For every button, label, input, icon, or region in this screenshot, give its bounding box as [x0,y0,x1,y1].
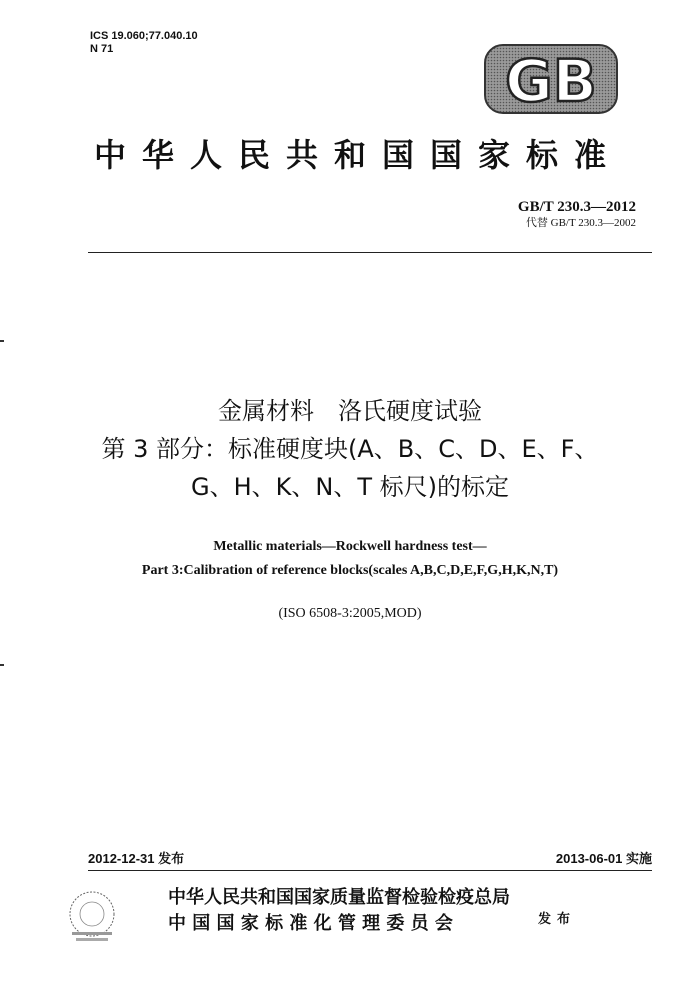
gb-logo-text: GB [505,47,597,114]
en-title-line1: Metallic materials—Rockwell hardness test— [213,539,487,554]
ics-code: ICS 19.060;77.040.10 [90,30,198,42]
issuer-org-1: 中华人民共和国国家质量监督检验检疫总局 [168,887,510,908]
standard-number: GB/T 230.3—2012 [517,199,636,215]
en-title-line2: Part 3:Calibration of reference blocks(scales A,B,C,D,E,F,G,H,K,N,T) [141,563,559,578]
cn-title-line3: G、H、K、N、T 标尺)的标定 [191,473,509,501]
cn-title-line2: 第 3 部分：标准硬度块(A、B、C、D、E、F、 [101,435,599,463]
standard-number-block [518,198,636,230]
implementation-date: 2013-06-01 实施 [555,851,652,866]
margin-mark [0,340,4,342]
issuer-org-2: 中 国 国 家 标 准 化 管 理 委 员 会 [168,913,453,934]
gb-logo [484,44,618,114]
replaced-standard: 代替 GB/T 230.3—2002 [525,217,636,229]
margin-mark [0,664,4,666]
footer-rule [88,870,652,871]
ccs-code: N 71 [90,43,114,55]
cn-title-line1: 金属材料 洛氏硬度试验 [218,397,482,425]
iso-reference: (ISO 6508-3:2005,MOD) [278,606,422,621]
anti-counterfeit-stamp [62,888,122,944]
publish-label: 发布 [538,912,577,927]
standard-title: 中华人民共和国国家标准 [93,136,622,174]
classification-codes [90,30,198,56]
header-rule [88,252,652,253]
issue-date: 2012-12-31 发布 [88,851,185,866]
